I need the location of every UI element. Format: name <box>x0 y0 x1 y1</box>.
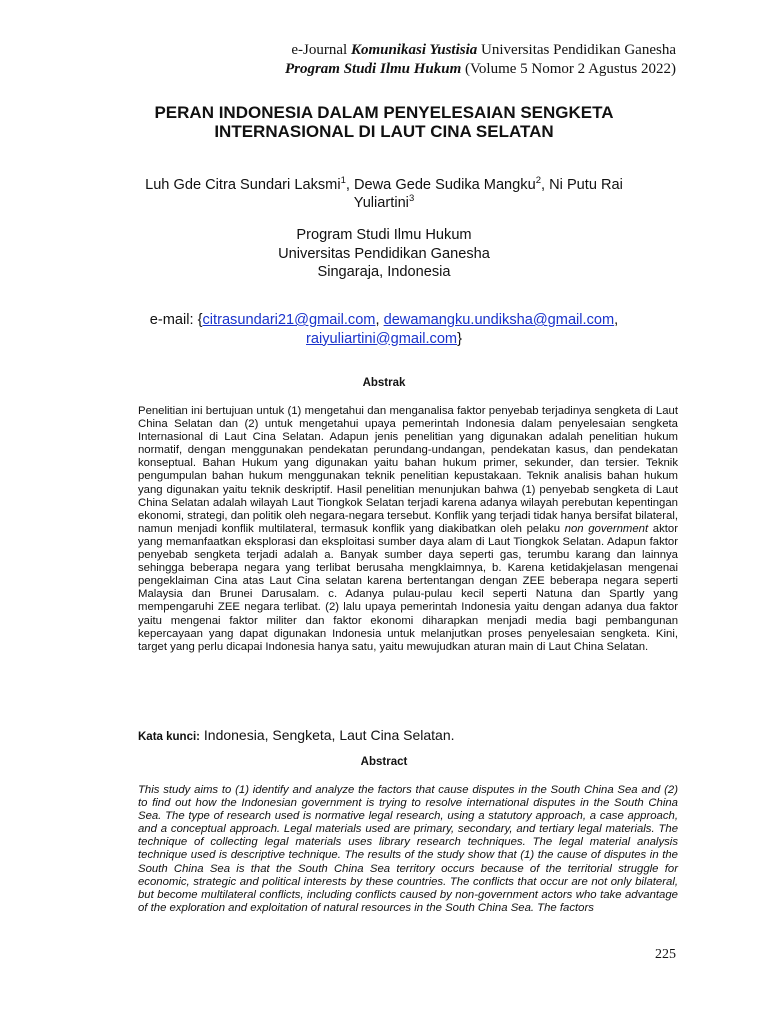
journal-header <box>285 41 676 79</box>
author-2: , Dewa Gede Sudika Mangku <box>345 177 536 193</box>
email-line: e-mail: {citrasundari21@gmail.com, dewamangku.undiksha@gmail.com, raiyuliartini@gmail.com} <box>149 312 619 347</box>
email-link-2[interactable]: dewamangku.undiksha@gmail.com <box>383 312 615 328</box>
page-number: 225 <box>655 947 676 962</box>
program-name: Program Studi Ilmu Hukum <box>284 61 462 77</box>
author-list: Luh Gde Citra Sundari Laksmi$^1$, Dewa Gede Sudika Mangku$^2$, Ni Putu Rai Yuliartini$^3$ <box>145 175 623 211</box>
journal-header-line1: e-Journal Komunikasi Yustisia Universitas Pendidikan Ganesha <box>291 42 676 58</box>
author-1: Luh Gde Citra Sundari Laksmi <box>145 177 341 193</box>
abstrak-text: Penelitian ini bertujuan untuk (1) mengetahui dan menganalisa faktor penyebab terjadinya sengketa di Laut China Selatan dan (2) untuk mengetahui upaya pemerintah Indonesia dalam penyelesaian sengketa Internasional di Laut Cina Selatan. Adapun jenis penelitian yang digunakan adalah penelitian hukum normatif, dengan menggunakan pendekatan perundang-undangan, pendekatan kasus, dan pendekatan konseptual. Bahan Hukum yang digunakan yaitu bahan hukum primer, sekunder, dan tersier. Teknik pengumpulan bahan hukum menggunakan teknik penelitian kepustakaan. Teknik analisis bahan hukum yang digunakan yaitu teknik deskriptif. Hasil penelitian menunjukan bahwa (1) penyebab sengketa di Laut China Selatan adalah wilayah Laut Tiongkok Selatan terjadi karena adanya wilayah perebutan kepentingan ekonomi, strategi, dan politik oleh negara-negara tersebut. Konflik yang terjadi tidak hanya bersifat bilateral, namun menjadi konflik multilateral, termasuk konflik yang diakibatkan oleh pelaku non government aktor yang memanfaatkan eksplorasi dan eksploitasi sumber daya alam di Laut Tiongkok Selatan. Adapun faktor penyebab sengketa terjadi adalah a. Banyak sumber daya seperti gas, terumbu karang dan lainnya sehingga beberapa negara yang terlibat berusaha mengklaimnya, b. Karena ketidakjelasan mengenai pengeklaiman Cina atas Laut Cina selatan karena bertentangan dengan ZEE beberapa negara seperti Malaysia dan Brunei Darusalam. c. Adanya pulau-pulau kecil seperti Natuna dan Spartly yang mempengaruhi ZEE negara terlibat. (2) lalu upaya pemerintah Indonesia yaitu dengan adanya dua faktor yaitu mengenai faktor militer dan faktor ekonomi diharapkan menjadi media bagi pembangunan kepercayaan yang dapat digunakan Indonesia untuk melanjutkan proses penyelesaian sengketa. Kini, target yang perlu dicapai Indonesia hanya satu, yaitu mewujudkan aturan main di Laut China Selatan. <box>138 405 679 653</box>
affiliation: Program Studi Ilmu Hukum Universitas Pendidikan Ganesha Singaraja, Indonesia <box>278 227 490 280</box>
abstrak-heading: Abstrak <box>362 377 406 389</box>
email-link-3[interactable]: raiyuliartini@gmail.com <box>306 330 458 347</box>
journal-header-line2: Program Studi Ilmu Hukum (Volume 5 Nomor 2 Agustus 2022) <box>284 61 676 77</box>
abstrak-italic-term: non government <box>564 522 649 535</box>
keywords-value: Indonesia, Sengketa, Laut Cina Selatan. <box>200 727 455 743</box>
author-3: , Ni Putu Rai Yuliartini <box>353 177 623 211</box>
journal-name: Komunikasi Yustisia <box>350 42 478 58</box>
email-link-1[interactable]: citrasundari21@gmail.com <box>202 312 376 328</box>
keywords <box>138 727 455 743</box>
abstract-heading: Abstract <box>360 756 408 768</box>
paper-title: PERAN INDONESIA DALAM PENYELESAIAN SENGKETA INTERNASIONAL DI LAUT CINA SELATAN <box>154 103 614 141</box>
keywords-label: Kata kunci: <box>138 731 200 743</box>
abstract-text: This study aims to (1) identify and analyze the factors that cause disputes in the South China Sea and (2) to find out how the Indonesian government is trying to resolve international disputes in the South China Sea. The type of research used is normative legal research, using a statutory approach, a case approach, and a conceptual approach. Legal materials used are primary, secondary, and tertiary legal materials. The technique of collecting legal materials uses library research techniques. The legal material analysis technique used is descriptive technique. The results of the study show that (1) the cause of disputes in the South China Sea is that the South China Sea territory occurs because of the territorial struggle for economic, strategic and political interests by these countries. The conflicts that occur are not only bilateral, but become multilateral conflicts, including conflicts caused by non-government actors who take advantage of the exploration and exploitation of natural resources in the South China Sea. The factors <box>138 784 678 914</box>
